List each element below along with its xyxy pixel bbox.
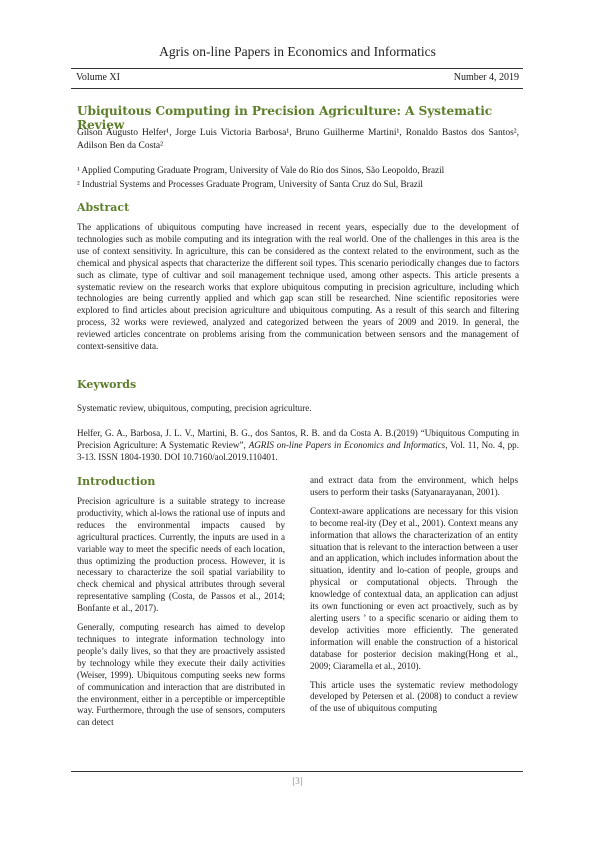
- article-title: Ubiquitous Computing in Precision Agriculture: A Systematic Review: [77, 104, 493, 132]
- keywords-heading: Keywords: [77, 378, 137, 391]
- footer-rule: [71, 771, 523, 772]
- intro-paragraph-5: This article uses the systematic review methodology developed by Petersen et al. (2008) to conduct a review of the use of ubiquitous computing: [310, 679, 518, 714]
- author-list: Gilson Augusto Helfer¹, Jorge Luis Victoria Barbosa¹, Bruno Guilherme Martini¹, Ronaldo Bastos dos Santos², Adilson Ben da Costa²: [77, 128, 519, 151]
- page-number: [3]: [292, 776, 303, 786]
- intro-paragraph-1: Precision agriculture is a suitable strategy to increase productivity, which al-lows the rational use of inputs and reduces the environmental impacts caused by agricultural practices. Currently, the inputs are used in a variable way to meet the specific needs of each location, thus optimizing the production process. However, it is necessary to characterize the soil spatial variability to check chemical and physical attributes through several representative sampling (Costa, de Passos et al., 2014; Bonfante et al., 2017).: [77, 496, 285, 614]
- keywords-text: Systematic review, ubiquitous, computing, precision agriculture.: [77, 403, 312, 413]
- journal-name: Agris on-line Papers in Economics and Informatics: [159, 44, 436, 59]
- issue-label: Number 4, 2019: [453, 72, 519, 83]
- right-column: [310, 475, 518, 722]
- abstract-heading: Abstract: [77, 201, 130, 214]
- citation-details: , Vol. 11, No. 4, pp. 3-13. ISSN 1804-1930. DOI 10.7160/aol.2019.110401.: [77, 439, 519, 462]
- intro-paragraph-3: and extract data from the environment, which helps users to perform their tasks (Satyanarayanan, 2001).: [310, 475, 518, 497]
- left-column: [77, 496, 285, 736]
- intro-paragraph-4: Context-aware applications are necessary for this vision to become real-ity (Dey et al., 2001). Context means any information that allows the characterization of an entity situation that is relevant to the interaction between a user and an application, which includes information about the situation, identity and lo-cation of people, groups and physical or computational objects. Through the knowledge of contextual data, an application can adjust its own functioning or even act proactively, such as by alerting users ’ to a specific scenario or aiding them to develop activities more efficiently. The generated information will enable the construction of a historical database for posterior decision making(Hong et al., 2009; Ciaramella et al., 2010).: [310, 505, 518, 671]
- affiliation-2: ² Industrial Systems and Processes Graduate Program, University of Santa Cruz do Sul, Brazil: [77, 179, 423, 189]
- citation-authors: Helfer, G. A., Barbosa, J. L. V., Martini, B. G., dos Santos, R. B. and da Costa A. B.(2019) “Ubiquitous Computing in Precision Agriculture: A Systematic Review”,: [77, 428, 519, 450]
- citation-journal: AGRIS on-line Papers in Economics and Informatics: [248, 439, 446, 450]
- affiliation-1: ¹ Applied Computing Graduate Program, University of Vale do Rio dos Sinos, São Leopoldo, Brazil: [77, 165, 445, 175]
- header-top-rule: [71, 68, 523, 69]
- volume-label: Volume XI: [76, 72, 120, 83]
- intro-paragraph-2: Generally, computing research has aimed to develop techniques to integrate information technology into people’s daily lives, so that they are proactively assisted by technology while they execute their daily activities (Weiser, 1999). Ubiquitous computing seeks new forms of communication and interaction that are distributed in the environment, either in a perceptible or imperceptible way. Furthermore, through the use of sensors, computers can detect: [77, 622, 285, 728]
- abstract-text: The applications of ubiquitous computing have increased in recent years, especially due to the development of technologies such as mobile computing and its integration with the real world. One of the challenges in this area is the use of context sensitivity. In agriculture, this can be considered as the context related to the environment, such as the chemical and physical aspects that characterize the different soil types. This scenario periodically changes due to factors such as climate, type of cultivar and soil management technique used, among other aspects. This article presents a systematic review on the research works that explore ubiquitous computing in precision agriculture, including which technologies are being currently applied and which gap scan still be researched. Nine scientific repositories were explored to find articles about precision agriculture and ubiquitous computing. As a result of this search and filtering process, 32 works were reviewed, analyzed and categorized between the years of 2009 and 2019. In general, the reviewed articles concentrate on problems arising from the communication between sensors and the management of context-sensitive data.: [77, 222, 519, 352]
- introduction-heading: Introduction: [77, 475, 156, 488]
- header-bottom-rule: [71, 88, 523, 89]
- citation: [77, 428, 519, 464]
